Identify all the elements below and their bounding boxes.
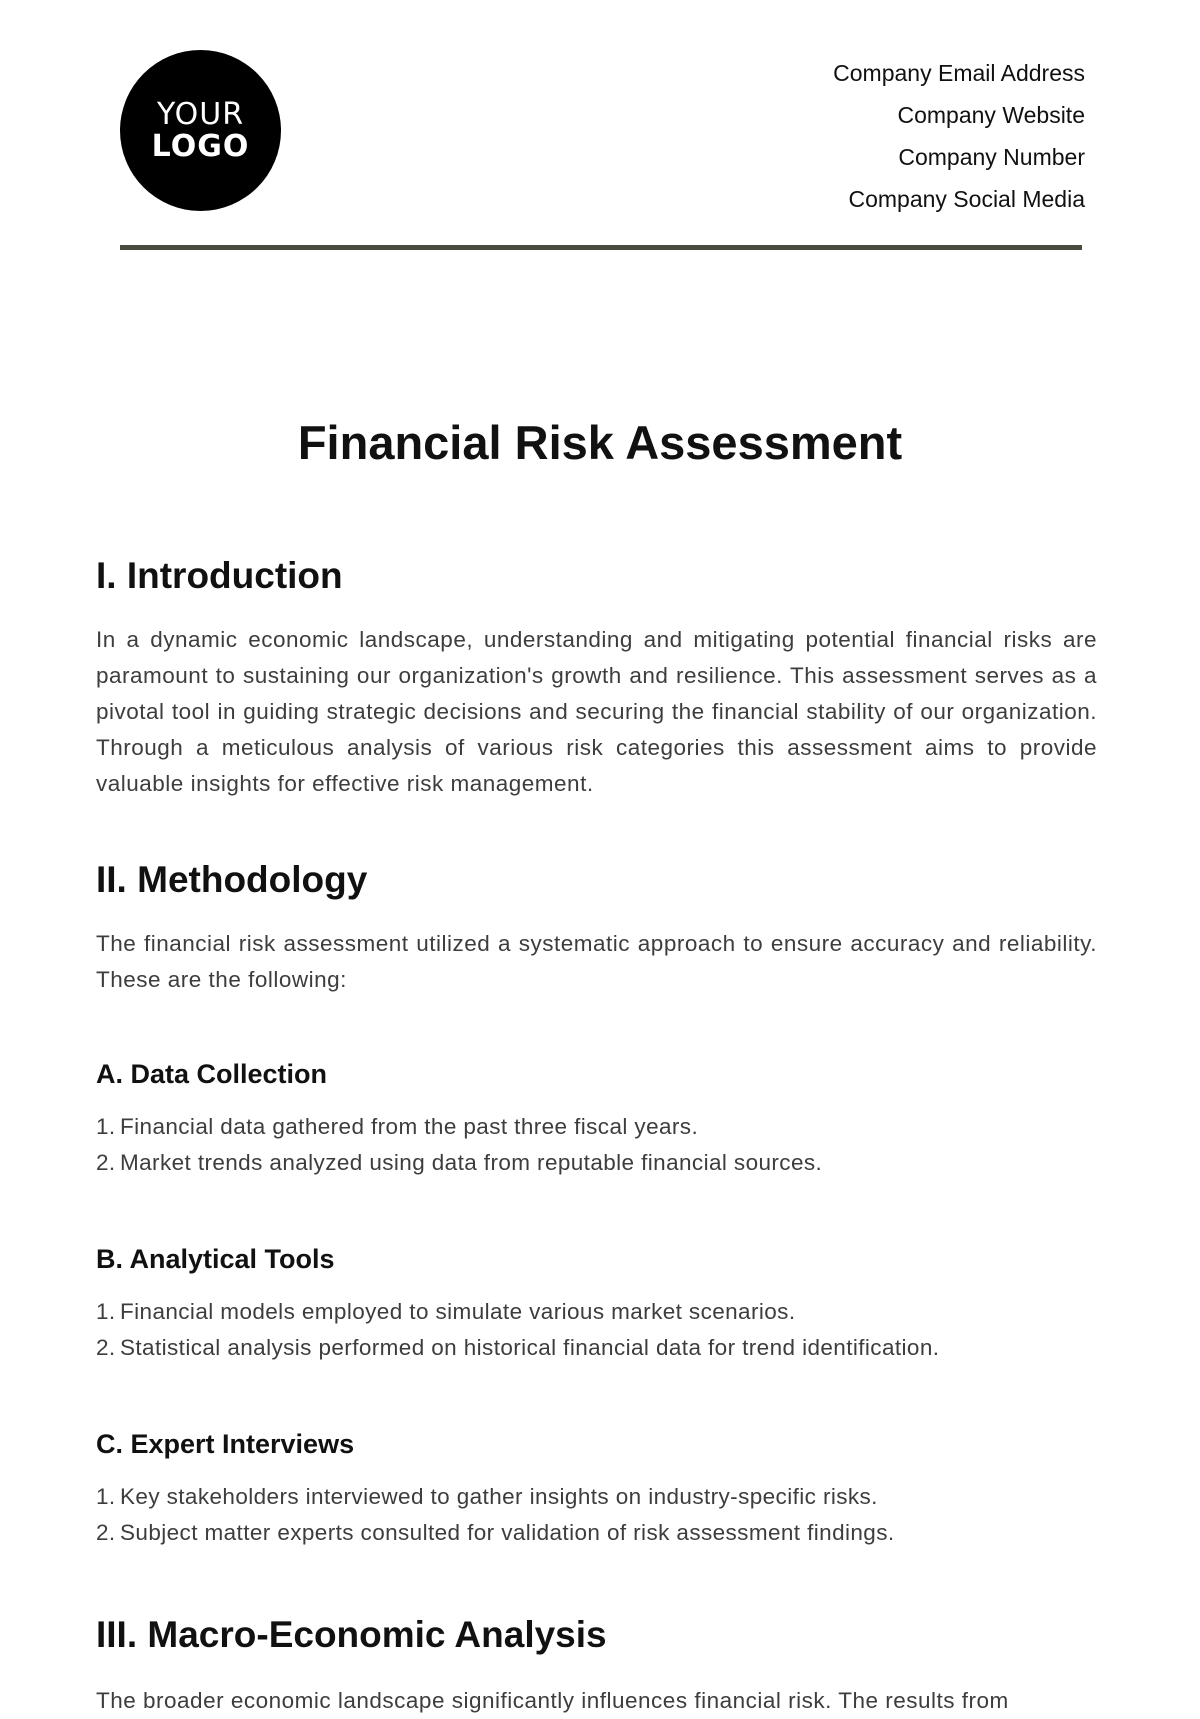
list-item-text: Market trends analyzed using data from reputable financial sources. (120, 1150, 823, 1175)
list-item (96, 1330, 1097, 1366)
list-item-text: Financial data gathered from the past three fiscal years. (120, 1114, 699, 1139)
company-email: Company Email Address (833, 60, 1085, 86)
methodology-paragraph: The financial risk assessment utilized a systematic approach to ensure accuracy and reliability. These are the following: (96, 931, 1097, 992)
list-item (96, 1145, 1097, 1181)
list-item-text: Subject matter experts consulted for validation of risk assessment findings. (120, 1520, 895, 1545)
list-item-text: Statistical analysis performed on historical financial data for trend identification. (120, 1335, 940, 1360)
list-item-number: 2. (96, 1520, 116, 1545)
list-item-text: Financial models employed to simulate various market scenarios. (120, 1299, 796, 1324)
list-item-number: 2. (96, 1335, 116, 1360)
logo-line-2: LOGO (151, 128, 250, 164)
company-contact-block (833, 52, 1085, 220)
expert-interviews-list (96, 1479, 1097, 1551)
data-collection-list (96, 1109, 1097, 1181)
analytical-tools-list (96, 1294, 1097, 1366)
list-item-number: 1. (96, 1114, 116, 1139)
company-logo (120, 50, 281, 211)
company-social-media: Company Social Media (848, 186, 1085, 212)
list-item (96, 1515, 1097, 1551)
macro-economic-paragraph: The broader economic landscape significantly influences financial risk. The results from (96, 1688, 1009, 1713)
subsection-heading-analytical-tools: B. Analytical Tools (96, 1244, 335, 1274)
company-website: Company Website (897, 102, 1085, 128)
list-item-text: Key stakeholders interviewed to gather insights on industry-specific risks. (120, 1484, 878, 1509)
list-item (96, 1479, 1097, 1515)
list-item-number: 1. (96, 1299, 116, 1324)
logo-line-1: YOUR (156, 97, 245, 132)
introduction-paragraph: In a dynamic economic landscape, understanding and mitigating potential financial risks are paramount to sustaining our organization's growth and resilience. This assessment serves as a pivotal tool in guiding strategic decisions and securing the financial stability of our organization. Through a meticulous analysis of various risk categories this assessment aims to provide valuable insights for effective risk management. (96, 627, 1097, 796)
header-divider (120, 245, 1082, 250)
list-item (96, 1294, 1097, 1330)
subsection-heading-data-collection: A. Data Collection (96, 1059, 328, 1089)
section-heading-methodology: II. Methodology (96, 859, 368, 900)
section-heading-introduction: I. Introduction (96, 555, 343, 596)
document-title: Financial Risk Assessment (297, 416, 903, 469)
section-heading-macro-economic-analysis: III. Macro-Economic Analysis (96, 1614, 607, 1655)
company-number: Company Number (898, 144, 1085, 170)
list-item (96, 1109, 1097, 1145)
list-item-number: 1. (96, 1484, 116, 1509)
subsection-heading-expert-interviews: C. Expert Interviews (96, 1429, 355, 1459)
list-item-number: 2. (96, 1150, 116, 1175)
document-body (96, 550, 1097, 1719)
